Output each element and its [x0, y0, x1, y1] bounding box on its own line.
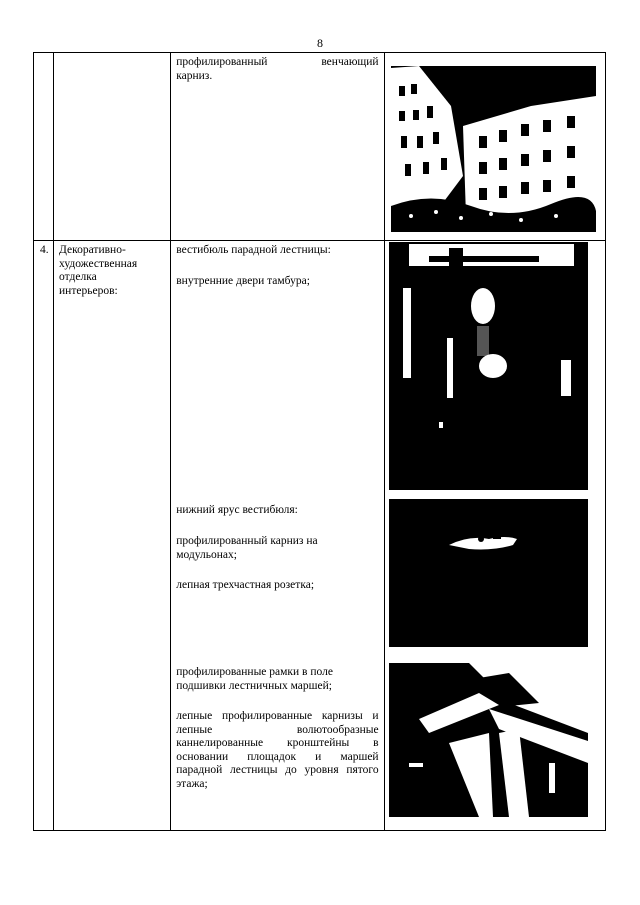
object-name-line: художественная — [59, 257, 138, 270]
document-table — [33, 52, 606, 831]
photo-cell — [384, 241, 605, 831]
object-name-line: интерьеров: — [59, 284, 118, 297]
description-line: карниз. — [176, 69, 213, 82]
row-number-cell — [34, 53, 54, 241]
object-name-line: Декоративно- — [59, 244, 126, 256]
item-vestibule: вестибюль парадной лестницы: — [176, 244, 331, 256]
staircase-photo — [389, 663, 588, 817]
item-vestibule-doors: внутренние двери тамбура; — [176, 275, 310, 287]
item-lower-tier: нижний ярус вестибюля: — [176, 504, 298, 516]
description-cell — [171, 241, 384, 831]
object-name-line: отделка — [59, 271, 97, 283]
item-cornice: профилированный карниз на модульонах; — [176, 535, 318, 561]
table-row — [34, 241, 606, 831]
table-row — [34, 53, 606, 241]
vestibule-doors-photo — [389, 242, 588, 490]
building-courtyard-photo — [391, 66, 596, 232]
row-number-cell: 4. — [34, 241, 54, 831]
object-name-cell — [54, 53, 171, 241]
cornice-rosette-photo — [389, 499, 588, 647]
object-name-cell — [54, 241, 171, 831]
item-rosette: лепная трехчастная розетка; — [176, 579, 315, 591]
description-cell — [171, 53, 384, 241]
item-frames: профилированные рамки в поле подшивки лестничных маршей; — [176, 666, 333, 692]
description-line: профилированный венчающий — [176, 56, 379, 68]
item-brackets: лепные профилированные карнизы и лепные волютообразные каннелированные кронштейны в основании площадок и маршей парадной лестницы до уровня пятого этажа; — [176, 710, 379, 790]
photo-cell — [384, 53, 605, 241]
page-number: 8 — [317, 36, 323, 50]
